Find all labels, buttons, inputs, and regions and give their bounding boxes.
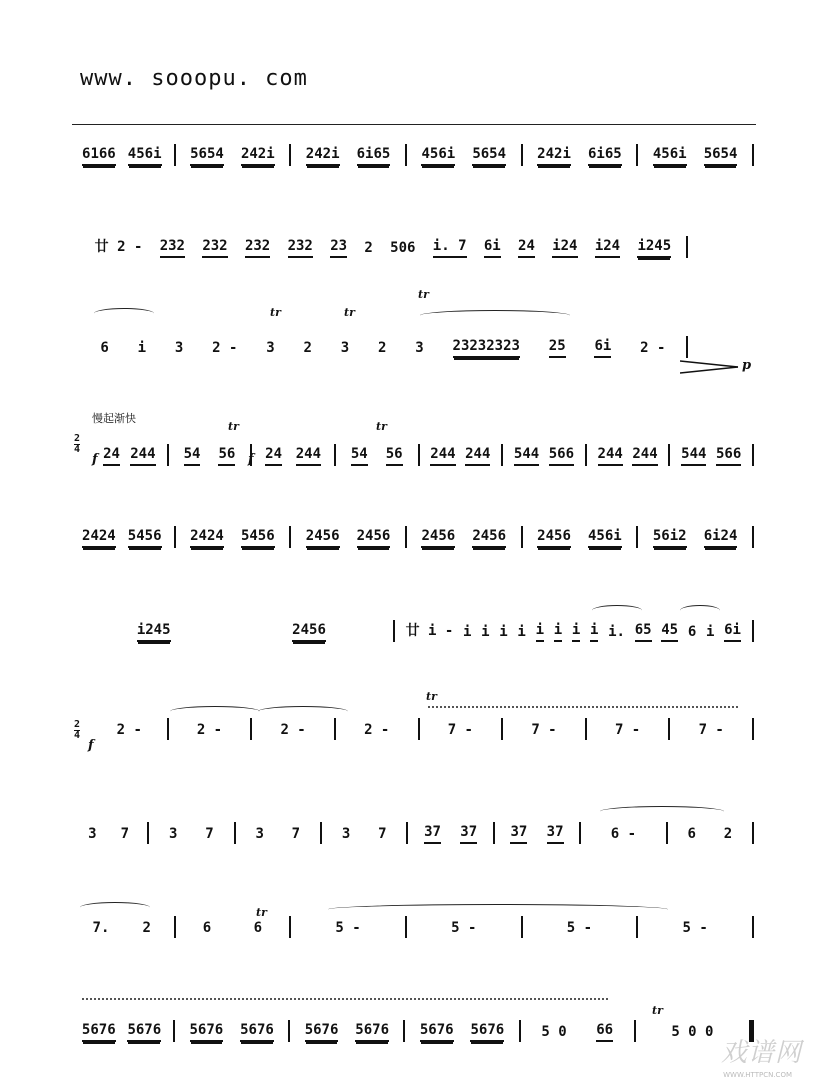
score-row xyxy=(72,144,756,166)
barline xyxy=(686,236,688,258)
barline xyxy=(668,444,670,466)
measure xyxy=(177,1022,286,1042)
barline xyxy=(334,444,336,466)
barline xyxy=(579,822,581,844)
note-group: 2456 xyxy=(537,528,571,548)
decrescendo-hairpin xyxy=(680,360,740,374)
measure xyxy=(409,528,519,548)
note-group: 6i65 xyxy=(588,146,622,166)
note-group: 2456 xyxy=(421,528,455,548)
note-group: 244 xyxy=(430,446,455,466)
measure xyxy=(409,920,519,938)
note-group: 6i24 xyxy=(704,528,738,548)
note-group: 6i xyxy=(594,338,611,358)
score-system-10 xyxy=(72,984,756,1054)
note-group: 5654 xyxy=(704,146,738,166)
note-group: 2456 xyxy=(357,528,391,548)
tie-arc xyxy=(258,706,348,717)
measure xyxy=(72,146,172,166)
trill-mark-6: tr xyxy=(426,690,437,703)
barline xyxy=(174,526,176,548)
note-group: 456i xyxy=(588,528,622,548)
barline xyxy=(406,822,408,844)
note-group: 5654 xyxy=(190,146,224,166)
note-group: i xyxy=(517,624,526,640)
note-group: 7 xyxy=(378,826,387,842)
note-group: 24 xyxy=(103,446,120,466)
slur-arc xyxy=(420,310,570,321)
barline xyxy=(288,1020,290,1042)
slur-arc xyxy=(94,308,154,319)
barline xyxy=(668,718,670,740)
measure xyxy=(254,722,332,740)
score-row xyxy=(72,444,756,466)
note-group: 37 xyxy=(460,824,477,844)
note-group: 24 xyxy=(518,238,535,258)
measure xyxy=(72,920,172,938)
time-signature-numerator: 2 xyxy=(74,433,81,444)
score-row xyxy=(72,336,756,358)
note-group: 232 xyxy=(160,238,185,258)
barline xyxy=(418,718,420,740)
tie-arc xyxy=(328,904,668,915)
score-system-3 xyxy=(72,300,756,370)
time-signature-top xyxy=(74,434,80,455)
measure xyxy=(293,146,403,166)
note-group: 2 - xyxy=(116,722,142,738)
measure xyxy=(72,1022,171,1042)
note-group: i245 xyxy=(637,238,671,258)
note-group: 7 xyxy=(205,826,214,842)
note-group: 2 - xyxy=(640,340,666,356)
score-row xyxy=(72,526,756,548)
barline xyxy=(289,526,291,548)
measure xyxy=(640,528,750,548)
barline xyxy=(167,718,169,740)
score-row xyxy=(72,620,756,642)
note-group: 23232323 xyxy=(453,338,520,358)
note-group: 2424 xyxy=(190,528,224,548)
note-group: i xyxy=(572,622,580,642)
note-group: 37 xyxy=(547,824,564,844)
score-row xyxy=(72,822,756,844)
score-row xyxy=(72,916,756,938)
measure xyxy=(523,1022,632,1042)
forte-mark-3: f xyxy=(88,738,94,753)
barline xyxy=(752,144,754,166)
note-group: i24 xyxy=(552,238,577,258)
trill-mark-3: tr xyxy=(418,288,429,301)
note-group: 244 xyxy=(130,446,155,466)
note-group: 3 xyxy=(255,826,264,842)
watermark-logo: 戏谱网 xyxy=(720,1038,802,1068)
note-group: 56 xyxy=(386,446,403,466)
measure xyxy=(525,528,635,548)
measure xyxy=(589,446,667,466)
forte-mark-2: f xyxy=(248,452,254,467)
note-group: 7 - xyxy=(614,722,641,738)
barline xyxy=(752,916,754,938)
note-group: 456i xyxy=(653,146,687,166)
barline xyxy=(636,526,638,548)
trill-mark-2: tr xyxy=(344,306,355,319)
measure xyxy=(72,826,145,844)
barline xyxy=(636,916,638,938)
barline xyxy=(501,718,503,740)
slur-arc xyxy=(680,605,720,616)
note-group: 65 xyxy=(635,622,652,642)
measure xyxy=(292,1022,401,1042)
measure xyxy=(338,722,416,740)
measure xyxy=(589,722,667,740)
note-group: 5676 xyxy=(470,1022,504,1042)
barline xyxy=(585,444,587,466)
score-system-1 xyxy=(72,108,756,178)
note-group: 244 xyxy=(632,446,657,466)
barline xyxy=(501,444,503,466)
measure xyxy=(94,446,165,466)
measure xyxy=(151,826,231,844)
measure xyxy=(407,1022,516,1042)
note-group: 66 xyxy=(596,1022,613,1042)
barline xyxy=(289,144,291,166)
note-group: 7 xyxy=(120,826,130,842)
measure xyxy=(640,920,750,938)
note-group: 6i xyxy=(724,622,741,642)
note-group: 244 xyxy=(598,446,623,466)
measure xyxy=(94,722,165,740)
site-url: www. sooopu. com xyxy=(80,66,308,91)
note-group: 6i65 xyxy=(357,146,391,166)
note-group: i xyxy=(705,624,715,640)
measure xyxy=(672,446,750,466)
note-group: 244 xyxy=(296,446,321,466)
note-group: 5 - xyxy=(566,920,593,936)
note-group: 232 xyxy=(245,238,270,258)
note-group: 566 xyxy=(549,446,574,466)
note-group: 2456 xyxy=(292,622,326,642)
barline xyxy=(521,526,523,548)
measure xyxy=(422,722,500,740)
barline xyxy=(519,1020,521,1042)
note-group: i. xyxy=(608,624,625,640)
note-group: 7 - xyxy=(531,722,557,738)
time-signature-denominator: 4 xyxy=(74,444,81,455)
note-group: i24 xyxy=(595,238,620,258)
trill-extension-line-2 xyxy=(82,998,608,1000)
note-group: 506 xyxy=(390,240,416,256)
barline xyxy=(320,822,322,844)
note-group: 2456 xyxy=(306,528,340,548)
barline xyxy=(752,718,754,740)
note-group: 5676 xyxy=(240,1022,274,1042)
note-group: 244 xyxy=(465,446,490,466)
score-row xyxy=(72,236,756,258)
note-group: 2 xyxy=(723,826,733,842)
barline xyxy=(666,822,668,844)
barline xyxy=(334,718,336,740)
piano-mark: p xyxy=(742,358,752,373)
note-group: 7 - xyxy=(447,722,473,738)
barline xyxy=(752,620,754,642)
note-group: 2 - xyxy=(212,340,238,356)
note-group: 56 xyxy=(218,446,235,466)
barline xyxy=(405,144,407,166)
barline xyxy=(289,916,291,938)
trill-mark-5: tr xyxy=(376,420,387,433)
measure xyxy=(505,722,583,740)
note-group: 2 xyxy=(378,340,387,356)
measure xyxy=(505,446,583,466)
measure xyxy=(72,528,172,548)
note-group: 2 xyxy=(364,240,373,256)
note-group: 544 xyxy=(514,446,539,466)
measure xyxy=(497,824,577,844)
note-group: 24 xyxy=(265,446,282,466)
note-group: 6166 xyxy=(82,146,116,166)
barline xyxy=(521,916,523,938)
note-group: 25 xyxy=(549,338,566,358)
time-signature-second xyxy=(74,720,80,741)
note-group: i xyxy=(536,622,544,642)
trill-extension-line xyxy=(428,706,738,708)
measure xyxy=(178,528,288,548)
note-group: 2 - xyxy=(280,722,306,738)
note-group: 54 xyxy=(351,446,368,466)
measure xyxy=(409,146,519,166)
note-group: 5 - xyxy=(682,920,708,936)
note-group: 45 xyxy=(661,622,678,642)
note-group: 5 - xyxy=(335,920,361,936)
trill-mark-8: tr xyxy=(652,1004,663,1017)
barline xyxy=(393,620,395,642)
measure xyxy=(324,826,404,844)
note-group: 456i xyxy=(421,146,455,166)
note-group: 232 xyxy=(288,238,313,258)
note-group: i xyxy=(590,622,598,642)
barline xyxy=(636,144,638,166)
barline xyxy=(403,1020,405,1042)
note-group: 2456 xyxy=(472,528,506,548)
measure xyxy=(583,826,663,844)
note-group: 5676 xyxy=(420,1022,454,1042)
barline xyxy=(147,822,149,844)
note-group: 6 xyxy=(687,826,696,842)
note-group: 5 - xyxy=(451,920,477,936)
note-group: 5456 xyxy=(241,528,275,548)
barline xyxy=(174,916,176,938)
note-group: i xyxy=(137,340,147,356)
time-signature-numerator-2: 2 xyxy=(74,719,81,730)
note-group: 54 xyxy=(184,446,201,466)
barline xyxy=(521,144,523,166)
score-system-7 xyxy=(72,682,756,752)
note-group: 廿 2 - xyxy=(94,239,143,255)
note-group: 5676 xyxy=(305,1022,339,1042)
measure xyxy=(670,826,750,844)
slur-arc xyxy=(592,605,642,616)
note-group: 3 xyxy=(88,826,97,842)
watermark-url: WWW.HTTPCN.COM xyxy=(723,1071,792,1079)
measure xyxy=(178,920,288,938)
note-group: 544 xyxy=(681,446,706,466)
note-group: 2 xyxy=(142,920,151,936)
note-group: 2 xyxy=(303,340,312,356)
score-system-2 xyxy=(72,200,756,270)
score-row xyxy=(72,1020,756,1042)
barline xyxy=(405,526,407,548)
barline xyxy=(174,144,176,166)
note-group: 7. xyxy=(92,920,110,936)
score-system-8 xyxy=(72,786,756,856)
note-group: 6 xyxy=(687,624,697,640)
note-group: 232 xyxy=(202,238,227,258)
measure xyxy=(72,622,391,642)
trill-mark-4: tr xyxy=(228,420,239,433)
barline xyxy=(418,444,420,466)
note-group: 5 0 xyxy=(541,1024,567,1040)
note-group: 5456 xyxy=(128,528,162,548)
note-group: 23 xyxy=(330,238,347,258)
barline xyxy=(250,718,252,740)
trill-mark-7: tr xyxy=(256,906,267,919)
note-group: 3 xyxy=(415,340,424,356)
note-group: 7 xyxy=(291,826,301,842)
measure xyxy=(525,920,635,938)
note-group: i. 7 xyxy=(433,238,467,258)
note-group: 56i2 xyxy=(653,528,687,548)
measure xyxy=(397,620,750,642)
measure xyxy=(178,146,288,166)
note-group: 廿 i - xyxy=(405,623,454,639)
note-group: 3 xyxy=(340,340,350,356)
barline xyxy=(493,822,495,844)
score-system-4 xyxy=(72,408,756,478)
measure xyxy=(171,722,249,740)
measure xyxy=(525,146,635,166)
note-group: 6 - xyxy=(610,826,637,842)
measure xyxy=(238,826,318,844)
score-row xyxy=(72,718,756,740)
score-system-5 xyxy=(72,490,756,560)
measure xyxy=(82,338,684,358)
score-system-9 xyxy=(72,880,756,950)
score-system-6 xyxy=(72,584,756,654)
tempo-marking: 慢起渐快 xyxy=(92,412,136,425)
slur-arc xyxy=(80,902,150,913)
barline xyxy=(752,444,754,466)
measure xyxy=(410,824,490,844)
note-group: i xyxy=(463,624,472,640)
forte-mark-1: f xyxy=(92,452,98,467)
note-group: 566 xyxy=(716,446,741,466)
note-group: i xyxy=(499,624,508,640)
note-group: 37 xyxy=(510,824,527,844)
note-group: 6i xyxy=(484,238,501,258)
note-group: 37 xyxy=(424,824,441,844)
note-group: 242i xyxy=(306,146,340,166)
trill-mark-1: tr xyxy=(270,306,281,319)
note-group: 3 xyxy=(174,340,184,356)
note-group: 242i xyxy=(241,146,275,166)
barline xyxy=(752,822,754,844)
note-group: i xyxy=(554,622,562,642)
note-group: 7 - xyxy=(698,722,724,738)
barline xyxy=(167,444,169,466)
barline xyxy=(234,822,236,844)
note-group: 456i xyxy=(128,146,162,166)
tie-arc xyxy=(170,706,260,717)
measure xyxy=(171,446,249,466)
measure xyxy=(422,446,500,466)
note-group: 6 xyxy=(100,340,109,356)
note-group: 2 - xyxy=(364,722,390,738)
time-signature-denominator-2: 4 xyxy=(74,730,81,741)
note-group: 5654 xyxy=(472,146,506,166)
note-group: 3 xyxy=(341,826,351,842)
barline xyxy=(173,1020,175,1042)
note-group: 6 xyxy=(202,920,212,936)
note-group: i xyxy=(481,624,490,640)
note-group: 2424 xyxy=(82,528,116,548)
measure xyxy=(672,722,750,740)
barline xyxy=(405,916,407,938)
barline xyxy=(585,718,587,740)
measure xyxy=(82,236,684,258)
tie-arc xyxy=(600,806,724,817)
measure xyxy=(338,446,416,466)
note-group: 5 0 0 xyxy=(671,1024,714,1040)
note-group: 242i xyxy=(537,146,571,166)
note-group: 5676 xyxy=(127,1022,161,1042)
note-group: i245 xyxy=(137,622,171,642)
measure xyxy=(254,446,332,466)
barline xyxy=(752,526,754,548)
measure xyxy=(640,146,750,166)
barline xyxy=(686,336,688,358)
note-group: 2 - xyxy=(196,722,223,738)
note-group: 3 xyxy=(169,826,178,842)
note-group: 3 xyxy=(266,340,275,356)
note-group: 5676 xyxy=(355,1022,389,1042)
measure xyxy=(293,528,403,548)
measure xyxy=(293,920,403,938)
barline xyxy=(634,1020,636,1042)
note-group: 5676 xyxy=(190,1022,224,1042)
note-group: 6 xyxy=(253,920,263,936)
note-group: 5676 xyxy=(82,1022,116,1042)
